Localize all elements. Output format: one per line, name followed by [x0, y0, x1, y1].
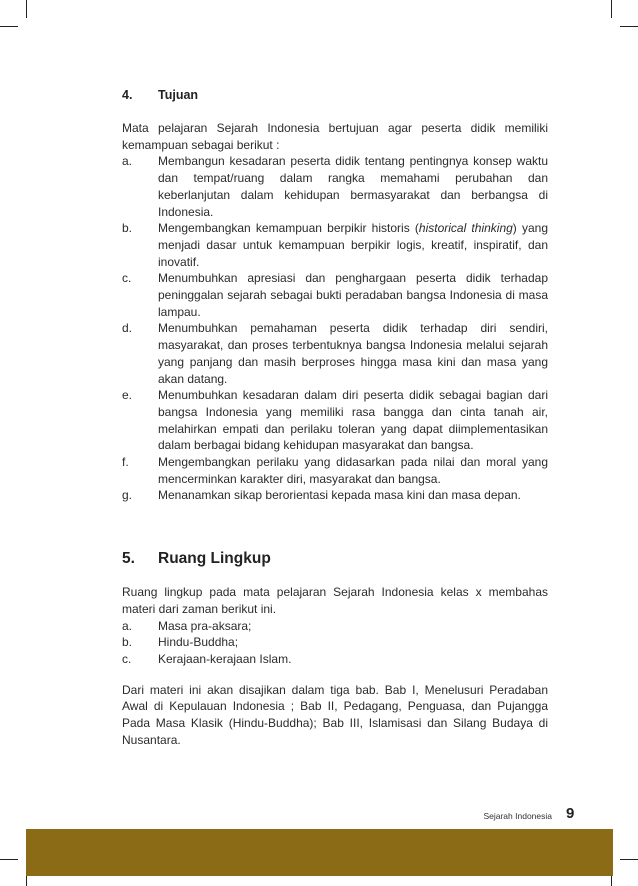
list-item	[122, 487, 548, 504]
section-number: 4.	[122, 88, 133, 102]
list-marker: f.	[122, 455, 129, 470]
list-marker: c.	[122, 651, 132, 666]
list-marker: d.	[122, 321, 133, 336]
list-marker: b.	[122, 635, 133, 650]
list-marker: b.	[122, 221, 133, 236]
list-item	[122, 454, 548, 487]
list-item	[122, 651, 548, 668]
list-text: Menumbuhkan pemahaman peserta didik terhadap diri sendiri, masyarakat, dan proses terbentuknya bangsa Indonesia melalui sejarah yang panjang dan masih berproses hingga masa kini dan masa yang akan datang.	[158, 321, 548, 386]
crop-mark	[620, 26, 638, 27]
list-text: Mengembangkan kemampuan berpikir historis (historical thinking) yang menjadi dasar untuk kemampuan berpikir logis, kreatif, inspiratif, dan inovatif.	[158, 221, 549, 269]
section-5-heading	[122, 550, 548, 568]
list-marker: a.	[122, 154, 133, 169]
section-4-heading	[122, 88, 548, 102]
list-marker: a.	[122, 618, 133, 633]
crop-mark	[611, 0, 612, 18]
section-5-intro: Ruang lingkup pada mata pelajaran Sejarah Indonesia kelas x membahas materi dari zaman berikut ini.	[122, 585, 548, 616]
list-item	[122, 270, 548, 320]
list-marker: g.	[122, 488, 133, 503]
crop-mark	[0, 26, 18, 27]
section-title: Tujuan	[158, 88, 199, 102]
section-title: Ruang Lingkup	[158, 550, 271, 568]
list-text: Hindu-Buddha;	[158, 635, 239, 650]
running-footer-title: Sejarah Indonesia	[483, 811, 552, 821]
list-text: Kerajaan-kerajaan Islam.	[158, 651, 292, 666]
list-item	[122, 153, 548, 220]
list-item	[122, 634, 548, 651]
page-number: 9	[566, 805, 575, 822]
list-text: Menanamkan sikap berorientasi kepada masa kini dan masa depan.	[158, 488, 521, 503]
crop-mark	[0, 859, 18, 860]
list-item	[122, 220, 548, 270]
list-text: Membangun kesadaran peserta didik tentang pentingnya konsep waktu dan tempat/ruang dalam rangka memahami perubahan dan keberlanjutan dalam kehidupan bermasyarakat dan berbangsa di Indonesia.	[158, 154, 548, 219]
list-text: Menumbuhkan kesadaran dalam diri peserta didik sebagai bagian dari bangsa Indonesia yang memiliki rasa bangga dan cinta tanah air, melahirkan empati dan perilaku toleran yang dapat diimplementasikan dalam berbagai bidang kehidupan masyarakat dan bangsa.	[158, 388, 548, 453]
section-5-closing: Dari materi ini akan disajikan dalam tiga bab. Bab I, Menelusuri Peradaban Awal di Kepulauan Indonesia ; Bab II, Pedagang, Penguasa, dan Pujangga Pada Masa Klasik (Hindu-Buddha); Bab III, Islamisasi dan Silang Budaya di Nusantara.	[122, 682, 548, 747]
objectives-list	[122, 153, 548, 504]
section-number: 5.	[122, 550, 135, 568]
crop-mark	[26, 0, 27, 18]
crop-mark	[620, 859, 638, 860]
section-4-intro: Mata pelajaran Sejarah Indonesia bertujuan agar peserta didik memiliki kemampuan sebagai berikut :	[122, 121, 548, 152]
list-item	[122, 320, 548, 387]
scope-list	[122, 618, 548, 668]
page-content	[122, 88, 548, 749]
list-marker: e.	[122, 388, 133, 403]
list-text: Menumbuhkan apresiasi dan penghargaan peserta didik terhadap peninggalan sejarah sebagai bukti peradaban bangsa Indonesia di masa lampau.	[158, 271, 548, 319]
footer-color-band	[26, 829, 613, 876]
list-text: Mengembangkan perilaku yang didasarkan pada nilai dan moral yang mencerminkan karakter diri, masyarakat dan bangsa.	[158, 455, 548, 486]
list-item	[122, 618, 548, 635]
italic-term: historical thinking	[418, 221, 513, 236]
list-item	[122, 387, 548, 454]
list-marker: c.	[122, 271, 132, 286]
list-text: Masa pra-aksara;	[158, 618, 252, 633]
